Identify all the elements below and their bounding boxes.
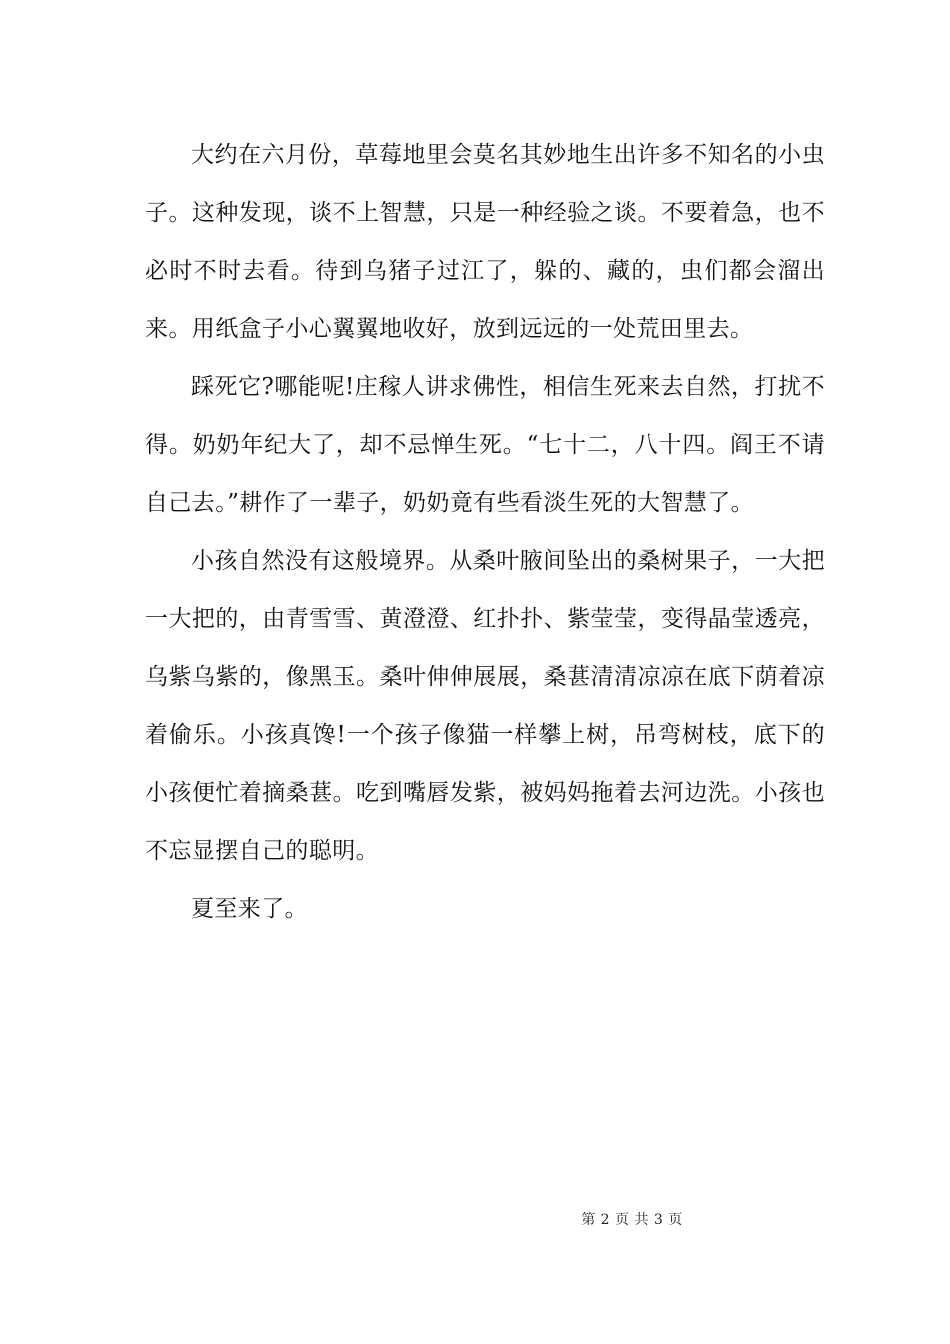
paragraph: 夏至来了。 bbox=[191, 896, 308, 922]
paragraph: 小孩自然没有这般境界。从桑叶腋间坠出的桑树果子，一大把一大把的，由青雪雪、黄澄澄、红扑扑、紫莹莹，变得晶莹透亮，乌紫乌紫的，像黑玉。桑叶伸伸展展，桑葚清清凉凉在底下荫着凉着偷乐。小孩真馋!一个孩子像猫一样攀上树，吊弯树枝，底下的小孩便忙着摘桑葚。吃到嘴唇发紫，被妈妈拖着去河边洗。小孩也不忘显摆自己的聪明。 bbox=[145, 548, 825, 864]
page-footer bbox=[0, 1209, 950, 1229]
page-number: 第 2 页 共 3 页 bbox=[581, 1212, 683, 1228]
paragraph: 踩死它?哪能呢!庄稼人讲求佛性，相信生死来去自然，打扰不得。奶奶年纪大了，却不忌惮生死。“七十二，八十四。阎王不请自己去。”耕作了一辈子，奶奶竟有些看淡生死的大智慧了。 bbox=[145, 374, 825, 516]
paragraph: 大约在六月份，草莓地里会莫名其妙地生出许多不知名的小虫子。这种发现，谈不上智慧，只是一种经验之谈。不要着急，也不必时不时去看。待到乌猪子过江了，躲的、藏的，虫们都会溜出来。用纸盒子小心翼翼地收好，放到远远的一处荒田里去。 bbox=[145, 142, 825, 342]
document-body bbox=[145, 126, 825, 938]
